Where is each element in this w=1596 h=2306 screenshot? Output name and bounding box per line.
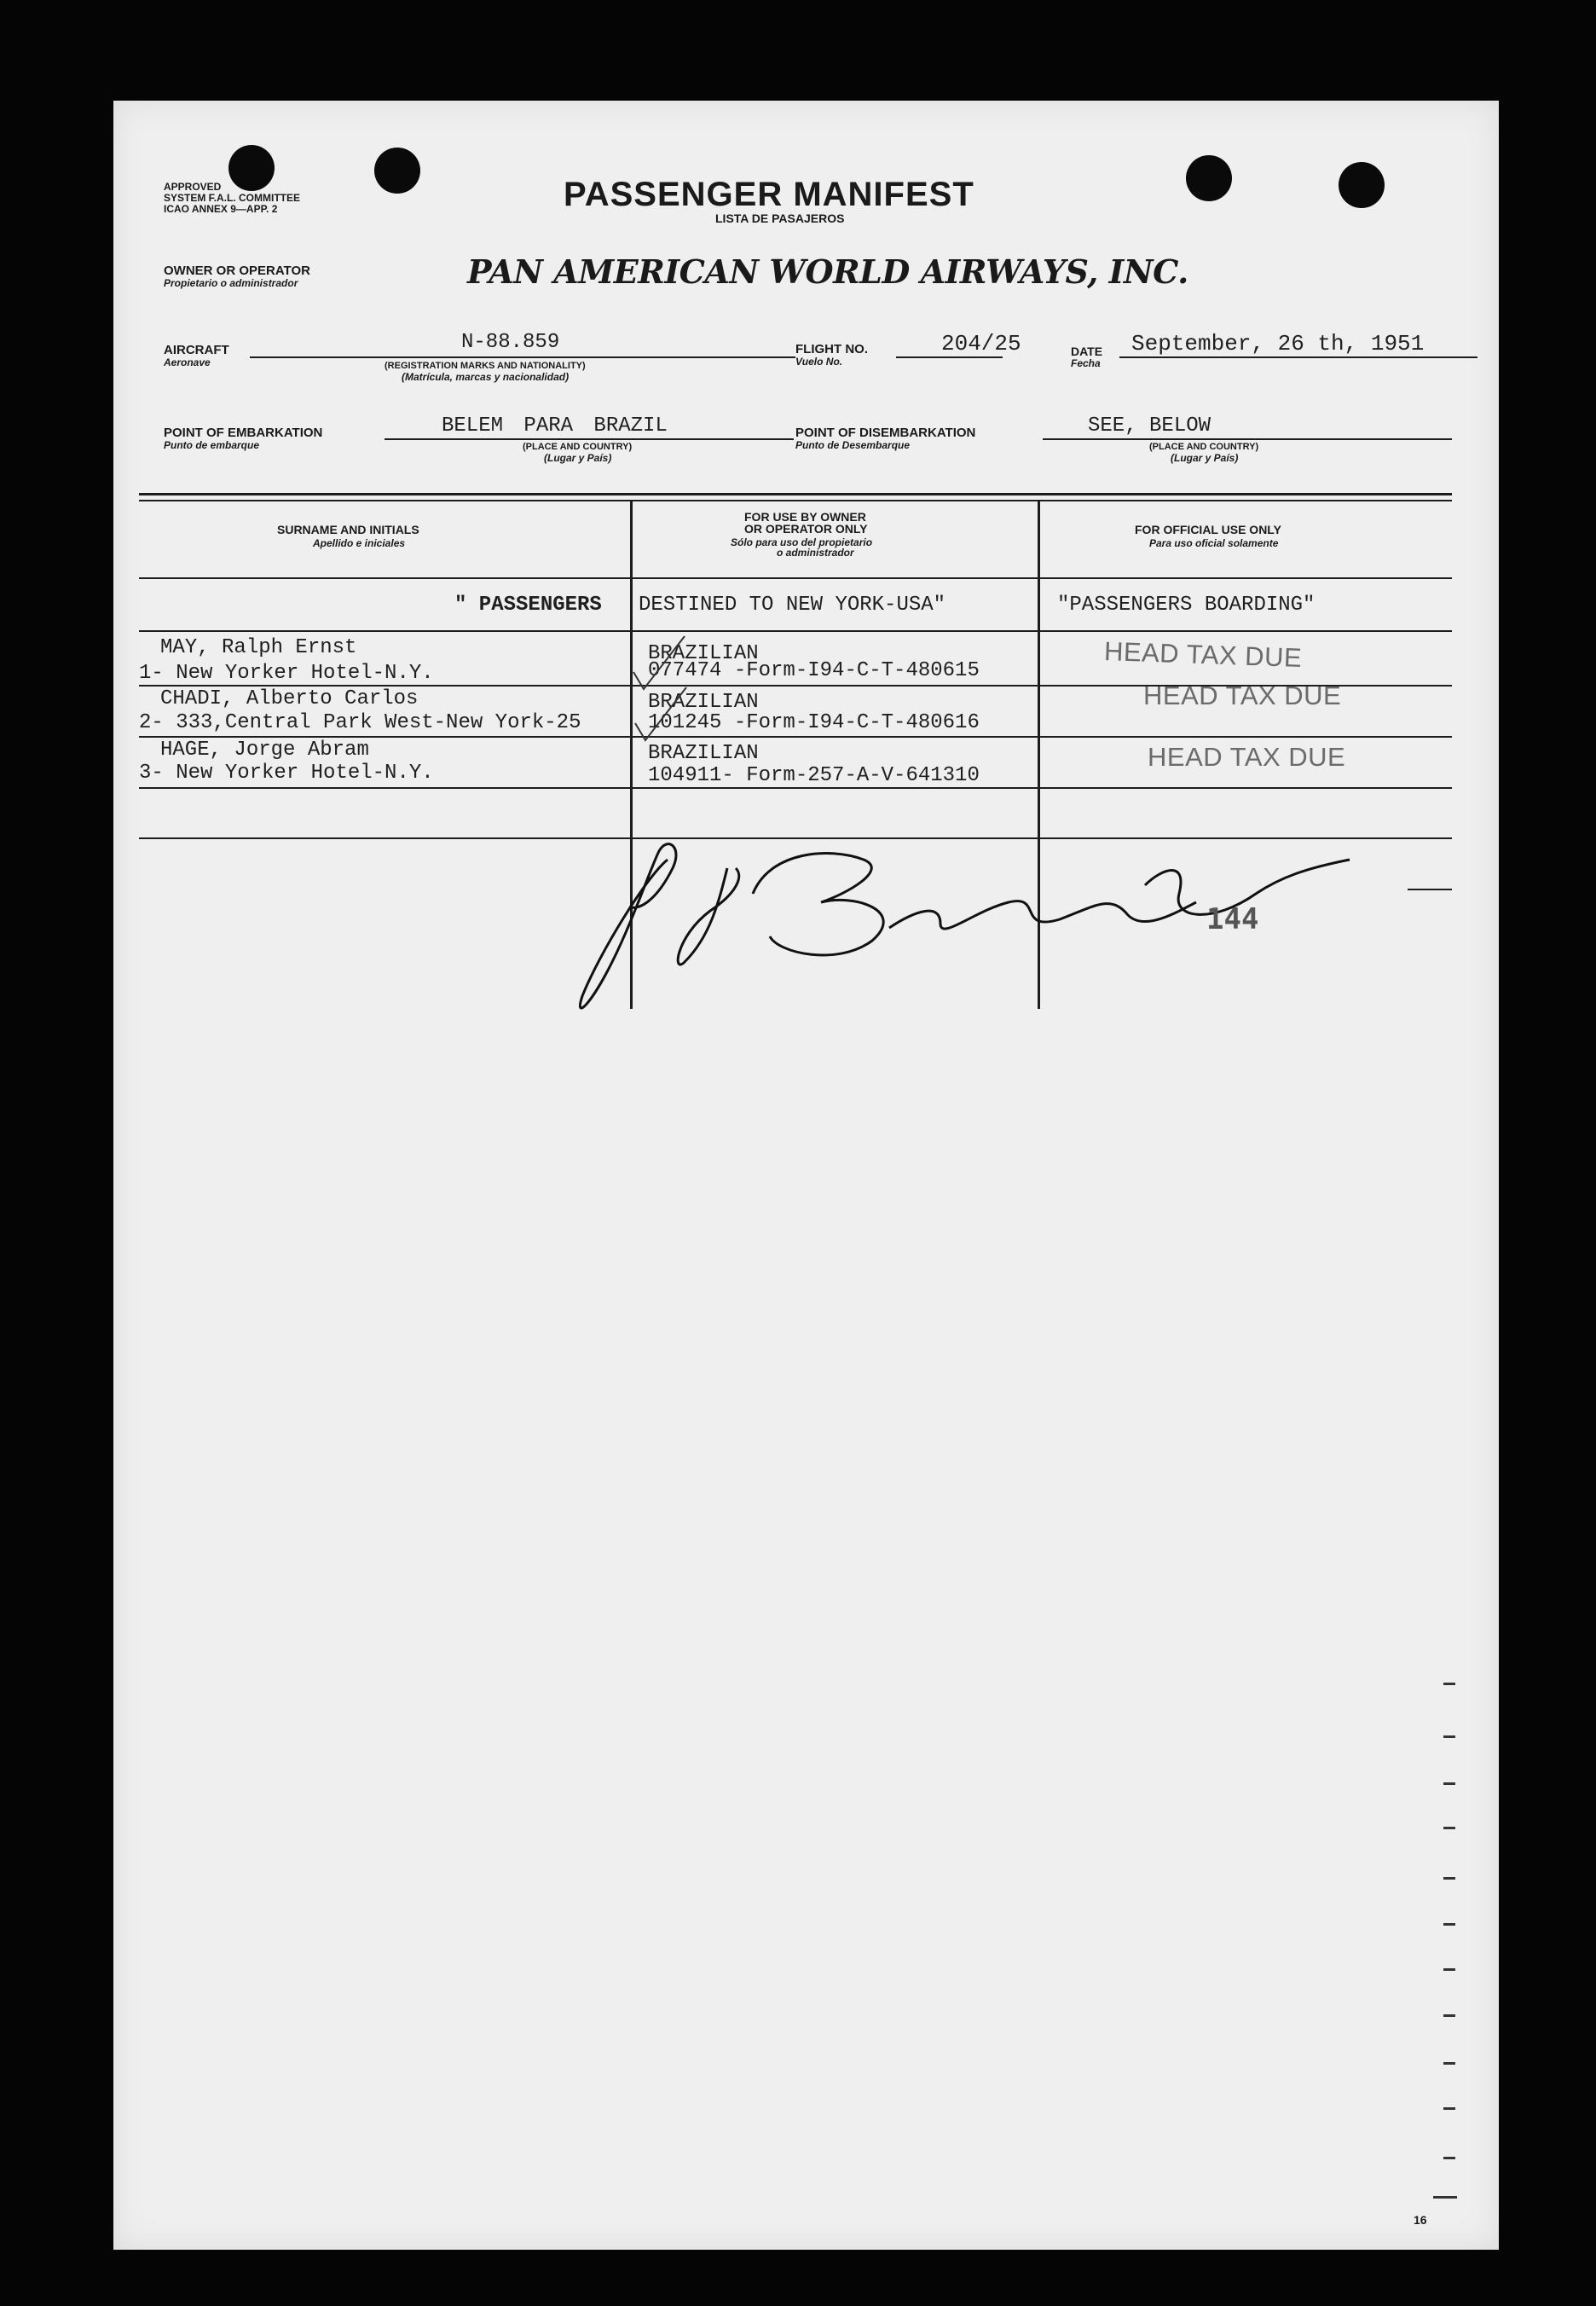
flight-value: 204/25 xyxy=(941,331,1021,356)
passenger-1-name: MAY, Ralph Ernst xyxy=(160,636,357,659)
embarkation-caption: (PLACE AND COUNTRY) xyxy=(523,442,633,452)
aircraft-line xyxy=(250,356,795,358)
passenger-2-stamp: HEAD TAX DUE xyxy=(1143,681,1342,710)
column-header-owner-2: OR OPERATOR ONLY xyxy=(744,522,868,536)
edge-tick xyxy=(1443,2107,1455,2110)
column-header-owner-1: FOR USE BY OWNER xyxy=(744,510,866,524)
header-bottom-rule xyxy=(139,577,1452,579)
passenger-1-document: 077474 -Form-I94-C-T-480615 xyxy=(648,659,980,682)
airline-name: PAN AMERICAN WORLD AIRWAYS, INC. xyxy=(467,252,1188,291)
disembarkation-label-es: Punto de Desembarque xyxy=(795,439,911,451)
section-left: " PASSENGERS xyxy=(454,594,602,617)
section-middle: DESTINED TO NEW YORK-USA" xyxy=(639,594,946,617)
passenger-3-document: 104911- Form-257-A-V-641310 xyxy=(648,764,980,787)
page-subtitle: LISTA DE PASAJEROS xyxy=(715,211,845,225)
passenger-1-nationality: BRAZILIAN xyxy=(648,642,759,665)
punch-hole-2 xyxy=(374,148,420,194)
passenger-3-name: HAGE, Jorge Abram xyxy=(160,739,369,762)
edge-tick xyxy=(1433,2196,1457,2199)
edge-tick xyxy=(1443,1683,1455,1685)
flight-line xyxy=(896,356,1003,358)
passenger-2-nationality: BRAZILIAN xyxy=(648,691,759,714)
column-header-surname-es: Apellido e iniciales xyxy=(313,537,406,549)
page-title: PASSENGER MANIFEST xyxy=(564,176,974,213)
edge-tick xyxy=(1443,1782,1455,1785)
approved-line-3: ICAO ANNEX 9—APP. 2 xyxy=(164,203,278,215)
disembarkation-label: POINT OF DISEMBARKATION xyxy=(795,426,976,440)
aircraft-value: N-88.859 xyxy=(461,331,560,354)
section-right: "PASSENGERS BOARDING" xyxy=(1057,594,1316,617)
passenger-1-stamp: HEAD TAX DUE xyxy=(1103,635,1303,674)
edge-tick xyxy=(1443,2157,1455,2159)
date-value: September, 26 th, 1951 xyxy=(1131,331,1425,356)
column-header-owner-es-1: Sólo para uso del propietario xyxy=(731,536,873,548)
disembarkation-line xyxy=(1043,438,1452,440)
approved-line-2: SYSTEM F.A.L. COMMITTEE xyxy=(164,192,301,204)
edge-tick xyxy=(1443,2014,1455,2017)
passenger-3-address: 3- New Yorker Hotel-N.Y. xyxy=(139,762,434,785)
flight-label: FLIGHT NO. xyxy=(795,342,868,356)
edge-tick xyxy=(1443,1735,1455,1738)
date-label-es: Fecha xyxy=(1071,357,1101,369)
column-header-official: FOR OFFICIAL USE ONLY xyxy=(1135,523,1281,536)
page-number: 144 xyxy=(1206,902,1259,936)
date-line xyxy=(1119,356,1477,358)
aircraft-label-es: Aeronave xyxy=(164,356,211,368)
manifest-sheet xyxy=(113,101,1499,2250)
table-top-rule-1 xyxy=(139,493,1452,495)
embarkation-line xyxy=(385,438,794,440)
passenger-1-address: 1- New Yorker Hotel-N.Y. xyxy=(139,662,434,685)
passenger-2-address: 2- 333,Central Park West-New York-25 xyxy=(139,711,581,734)
passenger-2-document: 101245 -Form-I94-C-T-480616 xyxy=(648,711,980,734)
disembarkation-caption-es: (Lugar y País) xyxy=(1171,452,1239,464)
passenger-3-nationality: BRAZILIAN xyxy=(648,742,759,765)
edge-tick xyxy=(1443,1968,1455,1971)
embarkation-caption-es: (Lugar y País) xyxy=(544,452,612,464)
disembarkation-value: SEE, BELOW xyxy=(1088,414,1211,437)
section-rule xyxy=(139,630,1452,632)
punch-hole-3 xyxy=(1186,155,1232,201)
embarkation-value: BELEM PARA BRAZIL xyxy=(442,414,668,437)
column-header-official-es: Para uso oficial solamente xyxy=(1149,537,1279,549)
punch-hole-1 xyxy=(228,145,275,191)
embarkation-label: POINT OF EMBARKATION xyxy=(164,426,323,440)
table-bottom-rule xyxy=(1408,889,1452,890)
owner-label-es: Propietario o administrador xyxy=(164,277,298,289)
aircraft-caption-es: (Matrícula, marcas y nacionalidad) xyxy=(402,371,570,383)
corner-mark: 16 xyxy=(1414,2213,1427,2227)
edge-tick xyxy=(1443,2062,1455,2065)
edge-tick xyxy=(1443,1877,1455,1880)
column-header-owner-es-2: o administrador xyxy=(777,547,854,559)
aircraft-caption: (REGISTRATION MARKS AND NATIONALITY) xyxy=(385,361,586,371)
passenger-2-name: CHADI, Alberto Carlos xyxy=(160,687,419,710)
edge-tick xyxy=(1443,1827,1455,1829)
punch-hole-4 xyxy=(1339,162,1385,208)
flight-label-es: Vuelo No. xyxy=(795,356,843,368)
disembarkation-caption: (PLACE AND COUNTRY) xyxy=(1149,442,1259,452)
owner-label: OWNER OR OPERATOR xyxy=(164,264,310,278)
passenger-3-stamp: HEAD TAX DUE xyxy=(1148,742,1346,772)
date-label: DATE xyxy=(1071,345,1103,358)
column-header-surname: SURNAME AND INITIALS xyxy=(277,523,419,536)
edge-tick xyxy=(1443,1923,1455,1926)
approved-line-1: APPROVED xyxy=(164,181,222,193)
embarkation-label-es: Punto de embarque xyxy=(164,439,260,451)
passenger-2-rule xyxy=(139,736,1452,738)
aircraft-label: AIRCRAFT xyxy=(164,343,229,357)
table-top-rule-2 xyxy=(139,500,1452,501)
